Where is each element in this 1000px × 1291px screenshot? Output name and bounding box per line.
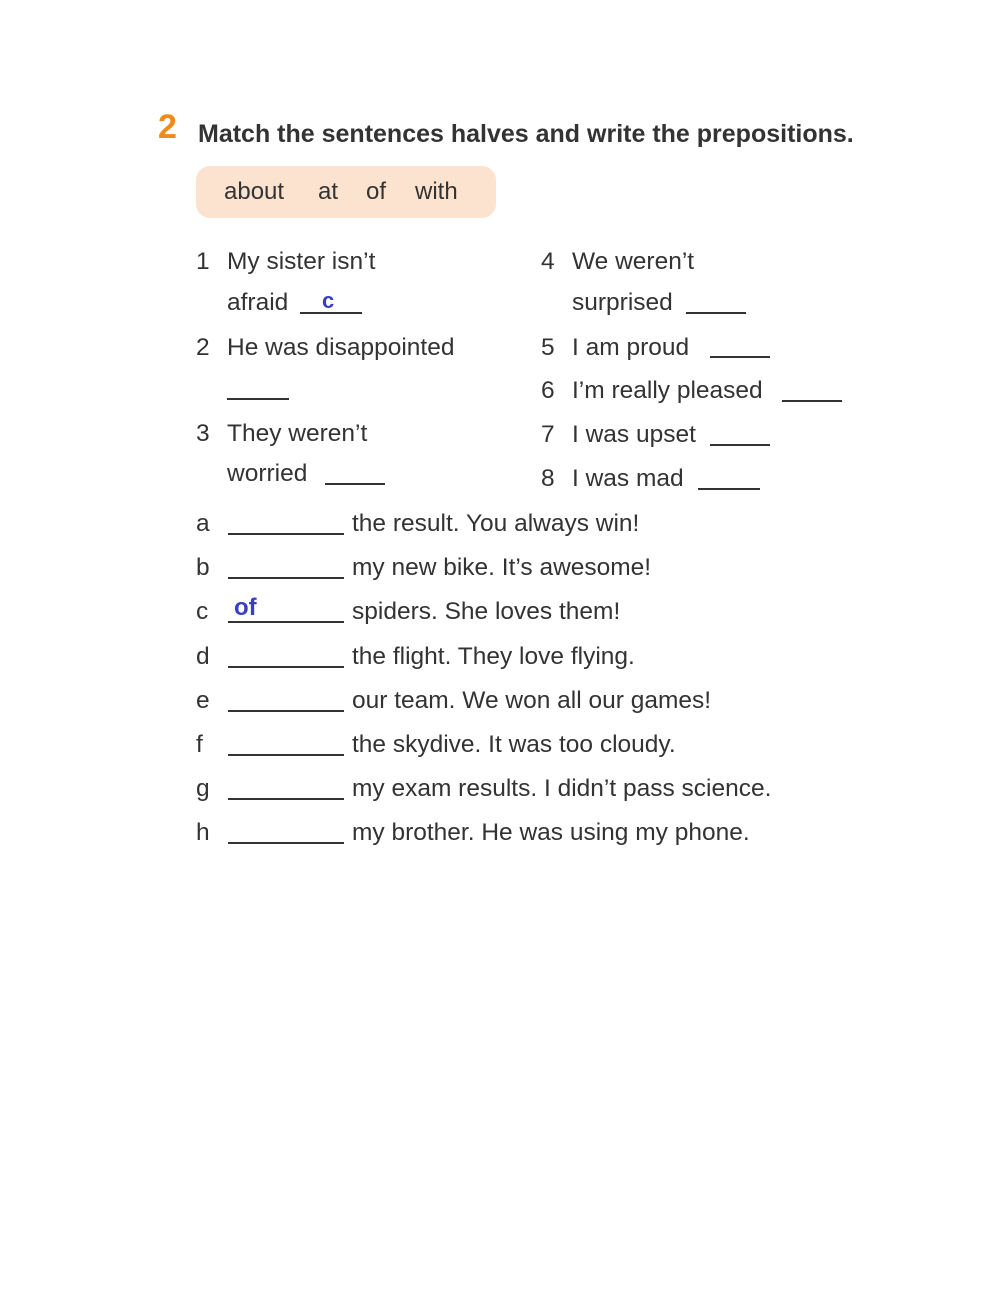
item-number: 3 [196,420,210,447]
item-text: We weren’t [572,248,695,275]
answer-blank[interactable] [228,798,344,800]
answer-blank[interactable] [710,444,770,446]
answer-blank[interactable] [710,356,770,358]
item-text: my brother. He was using my phone. [352,819,750,846]
item-text: the flight. They love flying. [352,643,635,670]
answer-blank[interactable] [228,577,344,579]
item-number: 8 [541,465,555,492]
answer-text: c [322,288,335,313]
item-number: 7 [541,421,555,448]
item-number: 2 [196,334,210,361]
item-number: 4 [541,248,555,275]
item-letter: d [196,643,210,670]
exercise-instruction: Match the sentences halves and write the prepositions. [198,120,854,148]
item-text: I was upset [572,421,696,448]
item-letter: c [196,598,209,625]
item-letter: e [196,687,210,714]
item-text: worried [227,460,308,487]
item-letter: h [196,819,210,846]
item-letter: b [196,554,210,581]
answer-blank[interactable] [782,400,842,402]
item-text: I’m really pleased [572,377,763,404]
item-text: I was mad [572,465,684,492]
answer-blank[interactable] [228,666,344,668]
item-text: my new bike. It’s awesome! [352,554,652,581]
item-text: our team. We won all our games! [352,687,712,714]
item-number: 6 [541,377,555,404]
item-text: I am proud [572,334,690,361]
answer-blank[interactable] [325,483,385,485]
item-letter: f [196,731,203,758]
item-text: my exam results. I didn’t pass science. [352,775,772,802]
word-bank-item: at [318,178,339,205]
word-bank-item: about [224,178,285,205]
item-text: the skydive. It was too cloudy. [352,731,676,758]
item-text: afraid [227,289,289,316]
item-text: They weren’t [227,420,368,447]
item-number: 1 [196,248,210,275]
item-text: surprised [572,289,673,316]
word-bank-item: with [415,178,458,205]
word-bank-item: of [366,178,387,205]
answer-blank[interactable] [228,842,344,844]
item-letter: a [196,510,210,537]
item-text: the result. You always win! [352,510,640,537]
answer-blank[interactable] [698,488,760,490]
item-text: My sister isn’t [227,248,376,275]
answer-text: of [234,594,257,621]
answer-blank[interactable] [228,533,344,535]
item-text: He was disappointed [227,334,455,361]
item-letter: g [196,775,210,802]
answer-blank[interactable] [228,754,344,756]
exercise-number: 2 [158,108,177,146]
answer-blank[interactable] [228,710,344,712]
answer-blank[interactable] [686,312,746,314]
item-text: spiders. She loves them! [352,598,621,625]
item-number: 5 [541,334,555,361]
answer-blank[interactable] [227,398,289,400]
